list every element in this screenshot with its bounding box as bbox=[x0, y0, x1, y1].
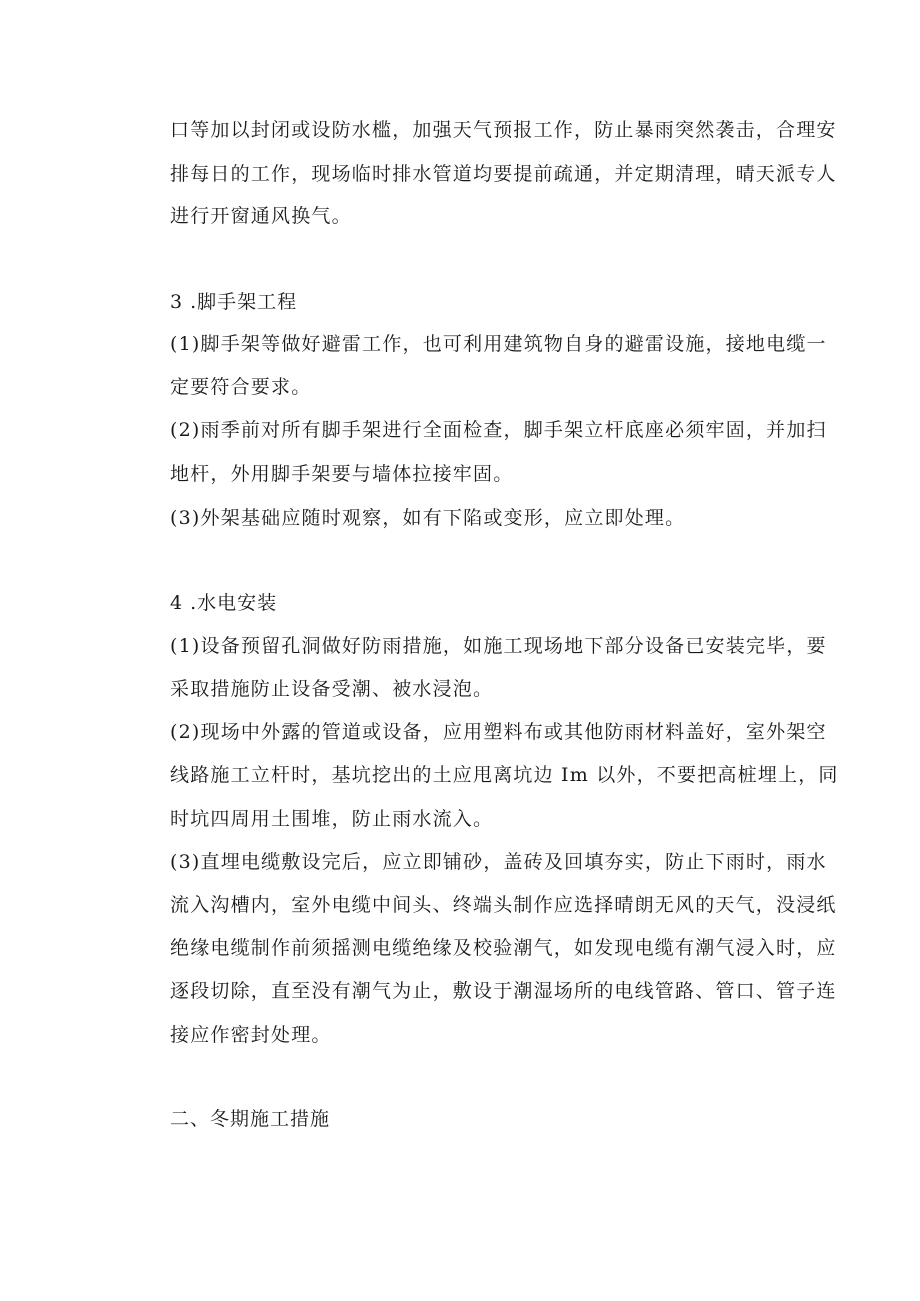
section3-item3-line1: (3)外架基础应随时观察，如有下陷或变形，应立即处理。 bbox=[170, 507, 686, 529]
section3-heading: 3 .脚手架工程 bbox=[170, 291, 298, 313]
section3-item1-line1: (1)脚手架等做好避雷工作，也可利用建筑物自身的避雷设施，接地电缆一 bbox=[170, 333, 827, 355]
section3-item2-line2: 地杆，外用脚手架要与墙体拉接牢固。 bbox=[170, 463, 514, 485]
section4-item1-line1: (1)设备预留孔洞做好防雨措施，如施工现场地下部分设备已安装完毕，要 bbox=[170, 635, 827, 657]
section4-item2-line3: 时坑四周用土围堆，防止雨水流入。 bbox=[170, 808, 494, 830]
section4-item2-line1: (2)现场中外露的管道或设备，应用塑料布或其他防雨材料盖好，室外架空 bbox=[170, 721, 827, 743]
intro-line-3: 进行开窗通风换气。 bbox=[170, 205, 352, 227]
section4-item3-line1: (3)直埋电缆敷设完后，应立即铺砂，盖砖及回填夯实，防止下雨时，雨水 bbox=[170, 851, 827, 873]
intro-line-1: 口等加以封闭或设防水槛，加强天气预报工作，防止暴雨突然袭击，合理安 bbox=[170, 119, 837, 141]
section4-item3-line5: 接应作密封处理。 bbox=[170, 1024, 332, 1046]
section4-heading: 4 .水电安装 bbox=[170, 592, 278, 614]
intro-line-2: 排每日的工作，现场临时排水管道均要提前疏通，并定期清理，晴天派专人 bbox=[170, 163, 837, 185]
section4-item3-line4: 逐段切除，直至没有潮气为止，敷设于潮湿场所的电线管路、管口、管子连 bbox=[170, 980, 837, 1002]
section3-item1-line2: 定要符合要求。 bbox=[170, 376, 312, 398]
section4-item3-line2: 流入沟槽内，室外电缆中间头、终端头制作应选择晴朗无风的天气，没浸纸 bbox=[170, 894, 837, 916]
section4-item2-line2: 线路施工立杆时，基坑挖出的土应甩离坑边 Im 以外，不要把高桩埋上，同 bbox=[170, 764, 839, 786]
section4-item3-line3: 绝缘电缆制作前须摇测电缆绝缘及校验潮气，如发现电缆有潮气浸入时，应 bbox=[170, 937, 837, 959]
winter-section-heading: 二、冬期施工措施 bbox=[170, 1108, 331, 1130]
section4-item1-line2: 采取措施防止设备受潮、被水浸泡。 bbox=[170, 678, 494, 700]
section3-item2-line1: (2)雨季前对所有脚手架进行全面检查，脚手架立杆底座必须牢固，并加扫 bbox=[170, 419, 827, 441]
